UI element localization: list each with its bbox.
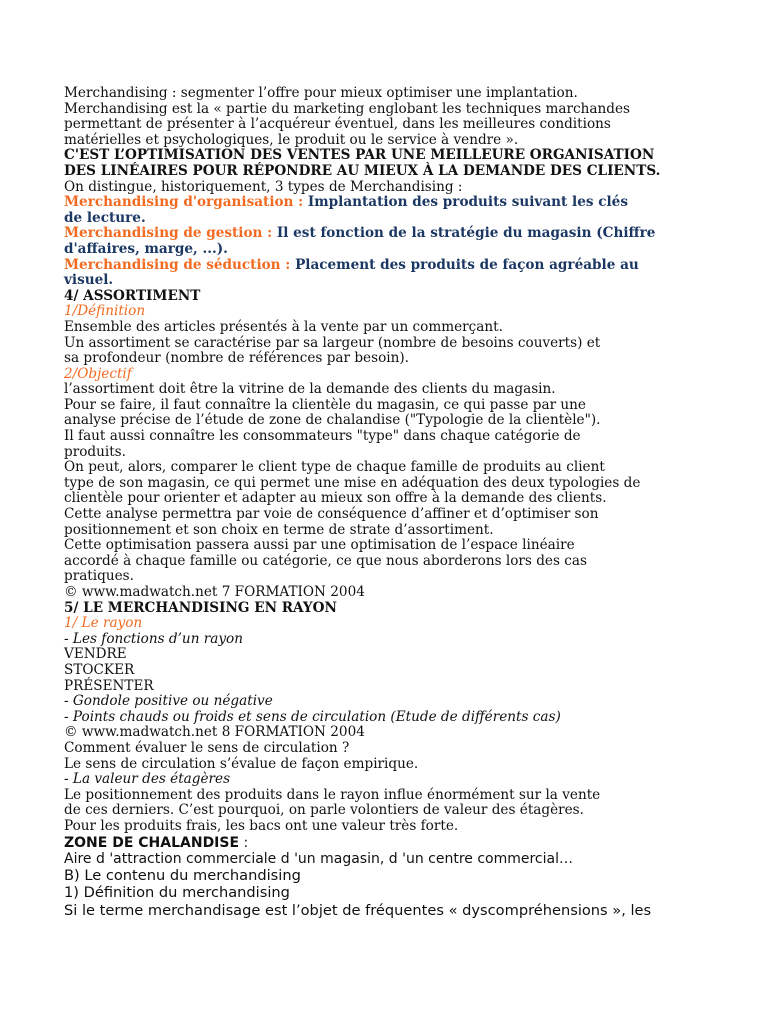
text-line: Le sens de circulation s’évalue de façon empirique. [64, 755, 419, 772]
text-line: pratiques. [64, 568, 134, 585]
text-line: produits. [64, 443, 126, 460]
text-line: On distingue, historiquement, 3 types de Merchandising : [64, 178, 463, 195]
merch-type-label: Merchandising de séduction : [64, 256, 296, 273]
merch-type-seduction [64, 258, 704, 274]
text-line: sa profondeur (nombre de références par besoin). [64, 350, 409, 367]
merch-type-description: Placement des produits de façon agréable au [295, 256, 639, 273]
merch-type-description: Implantation des produits suivant les clés [307, 194, 628, 211]
text-line: l’assortiment doit être la vitrine de la demande des clients du magasin. [64, 381, 556, 398]
text-line: Pour les produits frais, les bacs ont une valeur très forte. [64, 817, 459, 834]
zone-chalandise-colon: : [239, 834, 249, 851]
text-line: Merchandising est la « partie du marketing englobant les techniques marchandes [64, 100, 630, 117]
merch-type-organisation [64, 195, 704, 211]
bold-statement: C'EST L’OPTIMISATION DES VENTES PAR UNE MEILLEURE ORGANISATION [64, 147, 655, 164]
zone-chalandise-label: ZONE DE CHALANDISE [64, 834, 240, 851]
subsection-heading: 2/Objectif [64, 365, 132, 382]
text-line: permettant de présenter à l’acquéreur éventuel, dans les meilleures conditions [64, 116, 611, 133]
text-line: accordé à chaque famille ou catégorie, ce que nous aborderons lors des cas [64, 552, 587, 569]
text-line: Ensemble des articles présentés à la vente par un commerçant. [64, 318, 503, 335]
text-line: de ces derniers. C’est pourquoi, on parle volontiers de valeur des étagères. [64, 802, 584, 819]
merch-type-label: Merchandising d'organisation : [64, 194, 308, 211]
italic-item: - La valeur des étagères [64, 771, 231, 788]
section-heading: 4/ ASSORTIMENT [64, 287, 201, 304]
merch-type-description: visuel. [64, 272, 114, 289]
subsection-heading: 1/Définition [64, 303, 146, 320]
text-line: Pour se faire, il faut connaître la clientèle du magasin, ce qui passe par une [64, 396, 586, 413]
merch-type-label: Merchandising de gestion : [64, 225, 277, 242]
sans-text-line: 1) Définition du merchandising [64, 884, 290, 901]
italic-item: - Points chauds ou froids et sens de circulation (Etude de différents cas) [64, 708, 561, 725]
text-line: Merchandising : segmenter l’offre pour mieux optimiser une implantation. [64, 85, 578, 101]
copyright-footer: © www.madwatch.net 8 FORMATION 2004 [64, 724, 365, 741]
text-line: Un assortiment se caractérise par sa largeur (nombre de besoins couverts) et [64, 334, 601, 351]
text-line: Cette analyse permettra par voie de conséquence d’affiner et d’optimiser son [64, 506, 599, 523]
text-line: matérielles et psychologiques, le produit ou le service à vendre ». [64, 131, 519, 148]
sans-text-line: Aire d 'attraction commerciale d 'un magasin, d 'un centre commercial… [64, 850, 573, 867]
text-line: Comment évaluer le sens de circulation ? [64, 739, 350, 756]
text-line: Cette optimisation passera aussi par une optimisation de l’espace linéaire [64, 537, 575, 554]
text-line: On peut, alors, comparer le client type de chaque famille de produits au client [64, 459, 605, 476]
text-line: clientèle pour orienter et adapter au mieux son offre à la demande des clients. [64, 490, 607, 507]
merch-type-description: Il est fonction de la stratégie du magasin (Chiffre [276, 225, 656, 242]
zone-chalandise-heading [64, 835, 704, 851]
text-line: Il faut aussi connaître les consommateurs "type" dans chaque catégorie de [64, 428, 581, 445]
text-line: STOCKER [64, 661, 135, 678]
document-page [64, 86, 704, 919]
sans-text-line: B) Le contenu du merchandising [64, 866, 301, 884]
text-line: type de son magasin, ce qui permet une mise en adéquation des deux typologies de [64, 474, 641, 491]
subsection-heading: 1/ Le rayon [64, 615, 143, 632]
merch-type-description: de lecture. [64, 209, 146, 226]
italic-item: - Les fonctions d’un rayon [64, 630, 243, 647]
text-line: VENDRE [64, 646, 127, 663]
text-line: PRÉSENTER [64, 677, 154, 694]
text-line: Le positionnement des produits dans le rayon influe énormément sur la vente [64, 786, 601, 803]
italic-item: - Gondole positive ou négative [64, 693, 273, 710]
text-line: analyse précise de l’étude de zone de chalandise ("Typologie de la clientèle"). [64, 412, 601, 429]
merch-type-description: d'affaires, marge, ...). [64, 240, 228, 257]
sans-text-line: Si le terme merchandisage est l’objet de fréquentes « dyscompréhensions », les [64, 901, 652, 919]
bold-statement: DES LINÉAIRES POUR RÉPONDRE AU MIEUX À LA DEMANDE DES CLIENTS. [64, 162, 661, 179]
copyright-footer: © www.madwatch.net 7 FORMATION 2004 [64, 584, 365, 600]
merch-type-gestion [64, 226, 704, 242]
text-line: positionnement et son choix en terme de strate d’assortiment. [64, 521, 494, 538]
section-heading: 5/ LE MERCHANDISING EN RAYON [64, 599, 337, 616]
